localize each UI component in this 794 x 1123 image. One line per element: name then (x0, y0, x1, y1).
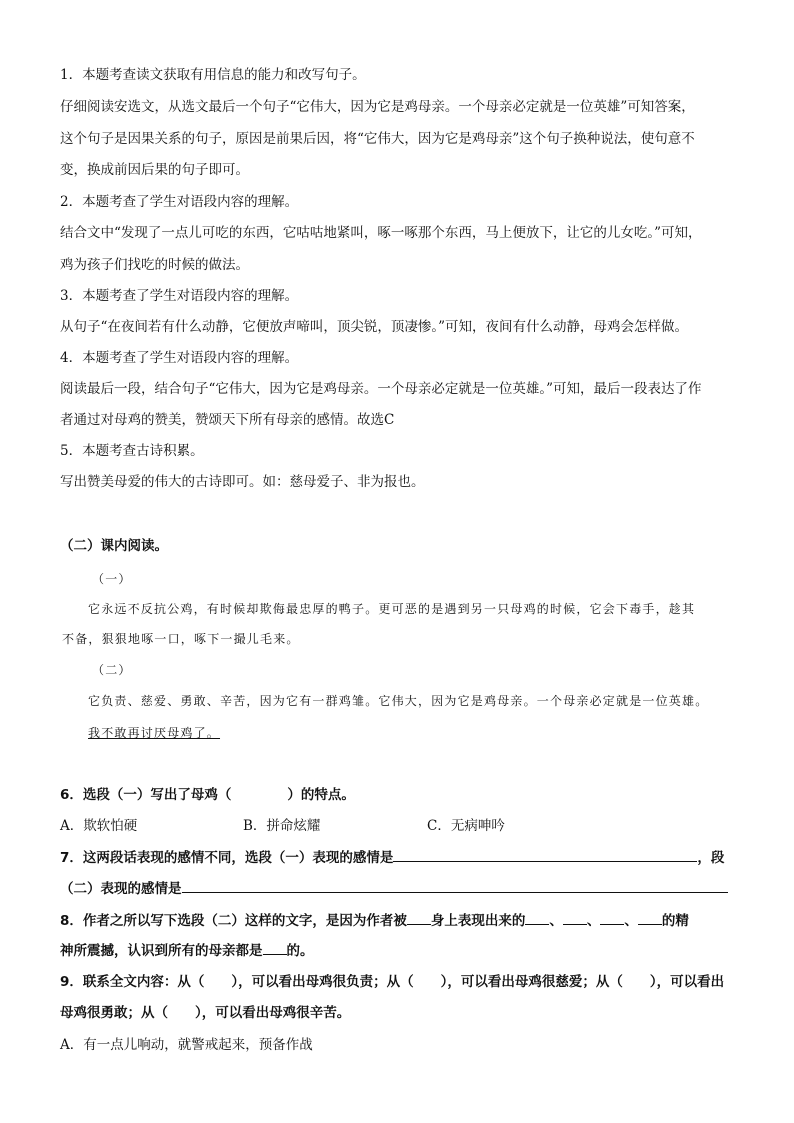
question-8-mid: 身上表现出来的 (430, 913, 526, 929)
question-8-blank-trait-3[interactable] (600, 911, 624, 925)
passage-2-label: （二） (92, 663, 132, 677)
answer-2-text-line: 结合文中“发现了一点儿可吃的东西，它咕咕地紧叫，啄一啄那个东西，马上便放下，让它的儿女吃。”可知， (60, 225, 702, 241)
answer-1-heading: 1．本题考查读文获取有用信息的能力和改写句子。 (60, 67, 366, 83)
passage-1-label: （一） (92, 572, 132, 586)
question-7-prefix-2: （二）表现的感情是 (60, 881, 182, 897)
question-8-tail: 的精 (661, 913, 689, 929)
option-c[interactable]: C．无病呻吟 (427, 818, 505, 834)
answer-4-text-line: 者通过对母鸡的赞美，赞颂天下所有母亲的感情。故选C (60, 412, 395, 428)
answer-4-text-line: 阅读最后一段，结合句子“它伟大，因为它是鸡母亲。一个母亲必定就是一位英雄。”可知，最后一段表达了作 (60, 381, 702, 397)
question-8-prefix-2: 神所震撼，认识到所有的母亲都是 (60, 943, 263, 959)
question-7-blank-2[interactable] (182, 879, 728, 893)
separator: 、 (586, 913, 601, 929)
passage-2-line: 它负责、慈爱、勇敢、辛苦，因为它有一群鸡雏。它伟大，因为它是鸡母亲。一个母亲必定就是一位英雄。 (88, 694, 709, 708)
option-b[interactable]: B．拼命炫耀 (243, 818, 321, 834)
separator: 、 (549, 913, 563, 929)
question-8-suffix-2: 的。 (286, 943, 314, 959)
question-8-blank-subject[interactable] (407, 911, 431, 925)
question-7-suffix: ，段 (697, 850, 725, 866)
separator: 、 (624, 913, 638, 929)
section-title: （二）课内阅读。 (60, 538, 168, 554)
answer-3-text-line: 从句子“在夜间若有什么动静，它便放声啼叫，顶尖锐，顶凄惨。”可知，夜间有什么动静，母鸡会怎样做。 (60, 319, 689, 335)
question-8-prefix: 8．作者之所以写下选段（二）这样的文字，是因为作者被 (60, 913, 407, 929)
question-9-option-a[interactable]: A．有一点儿响动，就警戒起来，预备作战 (60, 1037, 313, 1053)
answer-2-text-line: 鸡为孩子们找吃的时候的做法。 (60, 257, 249, 273)
answer-1-text-line: 仔细阅读安选文，从选文最后一个句子“它伟大，因为它是鸡母亲。一个母亲必定就是一位英雄”可知答案， (60, 99, 695, 115)
question-7-line (60, 848, 724, 867)
passage-2-underlined-sentence: 我不敢再讨厌母鸡了。 (88, 726, 221, 740)
question-6-prefix: 6．选段（一）写出了母鸡（ (60, 787, 232, 803)
question-7-line (60, 879, 728, 898)
answer-1-text-line: 变，换成前因后果的句子即可。 (60, 162, 249, 178)
answer-5-heading: 5．本题考查古诗积累。 (60, 443, 204, 459)
question-8-line (60, 911, 689, 930)
answer-1-text-line: 这个句子是因果关系的句子，原因是前果后因，将“它伟大，因为它是鸡母亲”这个句子换种说法，使句意不 (60, 131, 695, 147)
question-9-line: 母鸡很勇敢；从（ ），可以看出母鸡很辛苦。 (60, 1005, 351, 1021)
question-8-line (60, 941, 314, 960)
option-a[interactable]: A．欺软怕硬 (60, 818, 138, 834)
question-6 (60, 786, 355, 804)
question-8-blank-trait-4[interactable] (638, 911, 662, 925)
answer-5-text-line: 写出赞美母爱的伟大的古诗即可。如：慈母爱子、非为报也。 (60, 474, 425, 490)
answer-2-heading: 2．本题考查了学生对语段内容的理解。 (60, 194, 299, 210)
passage-1-line: 不备，狠狠地啄一口，啄下一撮儿毛来。 (62, 632, 300, 646)
question-8-blank-trait-2[interactable] (563, 911, 587, 925)
answer-4-heading: 4．本题考查了学生对语段内容的理解。 (60, 350, 299, 366)
question-7-blank-1[interactable] (393, 848, 697, 862)
question-6-options (60, 817, 660, 835)
answer-3-heading: 3．本题考查了学生对语段内容的理解。 (60, 288, 299, 304)
question-6-suffix: ）的特点。 (287, 787, 355, 803)
question-8-blank-trait-1[interactable] (525, 911, 549, 925)
question-9-line: 9．联系全文内容：从（ ），可以看出母鸡很负责；从（ ），可以看出母鸡很慈爱；从（ ），可以看出 (60, 974, 725, 990)
question-7-prefix: 7．这两段话表现的感情不同，选段（一）表现的感情是 (60, 850, 394, 866)
passage-1-line: 它永远不反抗公鸡，有时候却欺侮最忠厚的鸭子。更可恶的是遇到另一只母鸡的时候，它会下毒手，趁其 (88, 602, 696, 616)
question-8-blank-conclusion[interactable] (263, 941, 287, 955)
